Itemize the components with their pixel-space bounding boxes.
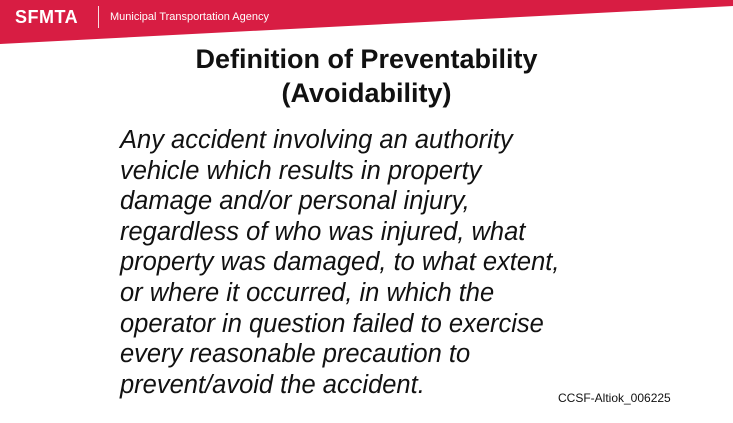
bates-number: CCSF-Altiok_006225 [558,391,671,405]
slide-title [0,42,733,110]
logo-divider [98,6,99,28]
slide-title-line: Definition of Preventability [195,44,538,74]
definition-line: property was damaged, to what extent, [120,248,560,277]
agency-name: Municipal Transportation Agency [110,11,269,23]
sfmta-logo: SFMTA [15,7,79,27]
definition-line: every reasonable precaution to [120,340,471,369]
definition-line: regardless of who was injured, what [120,217,526,246]
definition-line: damage and/or personal injury, [120,187,470,216]
definition-text [120,125,600,400]
definition-line: Any accident involving an authority [120,126,513,154]
definition-line: operator in question failed to exercise [120,309,544,338]
definition-line: prevent/avoid the accident. [120,370,425,399]
slide-title-line: (Avoidability) [281,78,452,108]
definition-line: vehicle which results in property [120,156,482,185]
definition-line: or where it occurred, in which the [120,278,495,307]
